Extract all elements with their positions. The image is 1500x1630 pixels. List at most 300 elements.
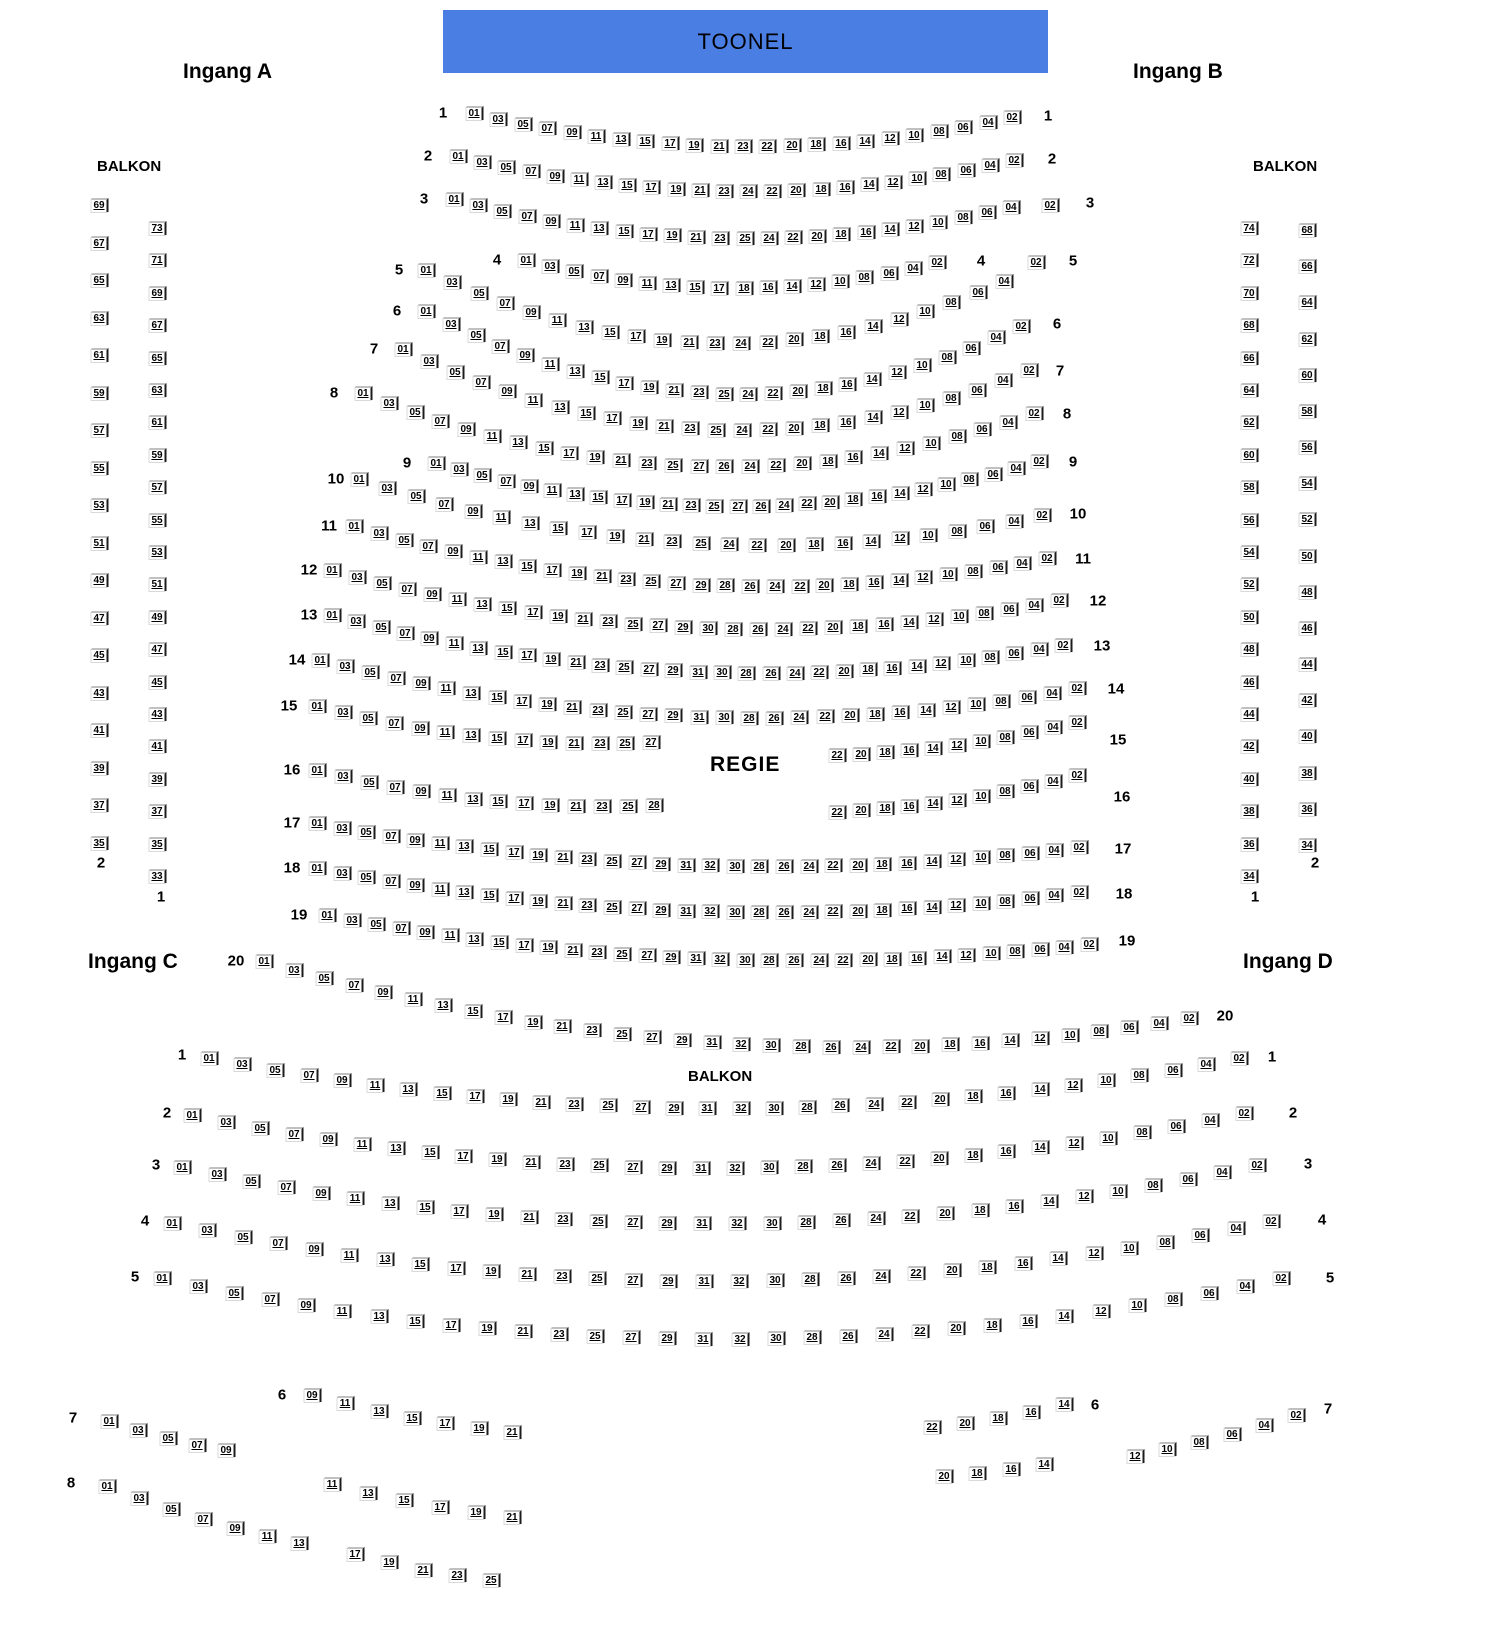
seat[interactable]: 12: [907, 219, 924, 233]
seat[interactable]: 03: [191, 1279, 208, 1293]
seat[interactable]: 27: [626, 1215, 643, 1229]
seat[interactable]: 07: [520, 209, 537, 223]
seat[interactable]: 03: [235, 1057, 252, 1071]
seat[interactable]: 12: [950, 738, 967, 752]
seat[interactable]: 14: [935, 949, 952, 963]
seat[interactable]: 25: [605, 854, 622, 868]
seat[interactable]: 53: [92, 498, 109, 512]
seat[interactable]: 18: [846, 492, 863, 506]
seat[interactable]: 13: [401, 1082, 418, 1096]
seat[interactable]: 09: [518, 348, 535, 362]
seat[interactable]: 14: [925, 900, 942, 914]
seat[interactable]: 55: [150, 513, 167, 527]
seat[interactable]: 13: [389, 1141, 406, 1155]
seat[interactable]: 22: [830, 805, 847, 819]
seat[interactable]: 11: [572, 172, 589, 186]
seat[interactable]: 26: [764, 666, 781, 680]
seat[interactable]: 08: [962, 472, 979, 486]
seat[interactable]: 20: [779, 538, 796, 552]
seat[interactable]: 09: [544, 214, 561, 228]
seat[interactable]: 02: [1072, 885, 1089, 899]
seat[interactable]: 23: [450, 1568, 467, 1582]
seat[interactable]: 18: [814, 182, 831, 196]
seat[interactable]: 03: [380, 481, 397, 495]
seat[interactable]: 18: [973, 1203, 990, 1217]
seat[interactable]: 21: [661, 497, 678, 511]
seat[interactable]: 11: [550, 313, 567, 327]
seat[interactable]: 66: [1300, 259, 1317, 273]
seat[interactable]: 09: [408, 878, 425, 892]
seat[interactable]: 26: [834, 1213, 851, 1227]
seat[interactable]: 24: [741, 387, 758, 401]
seat[interactable]: 60: [1300, 368, 1317, 382]
seat[interactable]: 31: [679, 904, 696, 918]
seat[interactable]: 09: [228, 1521, 245, 1535]
seat[interactable]: 14: [1057, 1397, 1074, 1411]
seat[interactable]: 22: [766, 386, 783, 400]
seat[interactable]: 09: [414, 784, 431, 798]
seat[interactable]: 34: [1242, 869, 1259, 883]
seat[interactable]: 09: [422, 631, 439, 645]
seat[interactable]: 16: [902, 743, 919, 757]
seat[interactable]: 17: [663, 136, 680, 150]
seat[interactable]: 27: [626, 1273, 643, 1287]
seat[interactable]: 05: [475, 468, 492, 482]
seat[interactable]: 19: [541, 940, 558, 954]
seat[interactable]: 16: [973, 1036, 990, 1050]
seat[interactable]: 06: [1225, 1427, 1242, 1441]
seat[interactable]: 28: [647, 798, 664, 812]
seat[interactable]: 02: [1014, 319, 1031, 333]
seat[interactable]: 07: [540, 121, 557, 135]
seat[interactable]: 18: [813, 418, 830, 432]
seat[interactable]: 39: [92, 761, 109, 775]
seat[interactable]: 10: [1111, 1184, 1128, 1198]
seat[interactable]: 21: [689, 230, 706, 244]
seat[interactable]: 28: [794, 1039, 811, 1053]
seat[interactable]: 50: [1242, 610, 1259, 624]
seat[interactable]: 15: [537, 441, 554, 455]
seat[interactable]: 32: [733, 1332, 750, 1346]
seat[interactable]: 15: [620, 178, 637, 192]
seat[interactable]: 11: [450, 592, 467, 606]
seat[interactable]: 11: [325, 1477, 342, 1491]
seat[interactable]: 02: [1289, 1408, 1306, 1422]
seat[interactable]: 14: [926, 796, 943, 810]
seat[interactable]: 04: [989, 330, 1006, 344]
seat[interactable]: 17: [444, 1318, 461, 1332]
seat[interactable]: 03: [132, 1491, 149, 1505]
seat[interactable]: 13: [292, 1536, 309, 1550]
seat[interactable]: 29: [661, 1274, 678, 1288]
seat[interactable]: 03: [210, 1167, 227, 1181]
seat[interactable]: 17: [507, 891, 524, 905]
seat[interactable]: 12: [892, 405, 909, 419]
seat[interactable]: 04: [1238, 1279, 1255, 1293]
seat[interactable]: 03: [422, 354, 439, 368]
seat[interactable]: 15: [423, 1145, 440, 1159]
seat[interactable]: 28: [752, 905, 769, 919]
seat[interactable]: 12: [893, 531, 910, 545]
seat[interactable]: 08: [998, 894, 1015, 908]
seat[interactable]: 13: [568, 364, 585, 378]
seat[interactable]: 04: [1046, 774, 1063, 788]
seat[interactable]: 02: [1274, 1271, 1291, 1285]
seat[interactable]: 19: [487, 1207, 504, 1221]
seat[interactable]: 20: [785, 138, 802, 152]
seat[interactable]: 20: [837, 664, 854, 678]
seat[interactable]: 14: [858, 134, 875, 148]
seat[interactable]: 03: [471, 198, 488, 212]
seat[interactable]: 31: [705, 1035, 722, 1049]
seat[interactable]: 30: [717, 710, 734, 724]
seat[interactable]: 31: [697, 1274, 714, 1288]
seat[interactable]: 11: [526, 393, 543, 407]
seat[interactable]: 08: [998, 848, 1015, 862]
seat[interactable]: 21: [416, 1563, 433, 1577]
seat[interactable]: 18: [985, 1318, 1002, 1332]
seat[interactable]: 12: [1128, 1449, 1145, 1463]
seat[interactable]: 02: [1056, 638, 1073, 652]
seat[interactable]: 12: [890, 365, 907, 379]
seat[interactable]: 28: [803, 1272, 820, 1286]
seat[interactable]: 14: [1057, 1309, 1074, 1323]
seat[interactable]: 01: [325, 563, 342, 577]
seat[interactable]: 24: [777, 498, 794, 512]
seat[interactable]: 05: [409, 489, 426, 503]
seat[interactable]: 67: [150, 318, 167, 332]
seat[interactable]: 15: [496, 645, 513, 659]
seat[interactable]: 22: [900, 1095, 917, 1109]
seat[interactable]: 18: [878, 745, 895, 759]
seat[interactable]: 08: [1092, 1024, 1109, 1038]
seat[interactable]: 22: [793, 579, 810, 593]
seat[interactable]: 35: [92, 836, 109, 850]
seat[interactable]: 04: [1001, 415, 1018, 429]
seat[interactable]: 31: [689, 951, 706, 965]
seat[interactable]: 60: [1242, 448, 1259, 462]
seat[interactable]: 23: [692, 385, 709, 399]
seat[interactable]: 03: [491, 112, 508, 126]
seat[interactable]: 11: [440, 788, 457, 802]
seat[interactable]: 12: [1094, 1304, 1111, 1318]
seat[interactable]: 08: [934, 167, 951, 181]
seat[interactable]: 40: [1300, 729, 1317, 743]
seat[interactable]: 28: [762, 953, 779, 967]
seat[interactable]: 74: [1242, 221, 1259, 235]
seat[interactable]: 07: [421, 539, 438, 553]
seat[interactable]: 02: [1264, 1214, 1281, 1228]
seat[interactable]: 01: [102, 1414, 119, 1428]
seat[interactable]: 20: [913, 1039, 930, 1053]
seat[interactable]: 04: [1257, 1418, 1274, 1432]
seat[interactable]: 07: [493, 339, 510, 353]
seat[interactable]: 11: [439, 681, 456, 695]
seat[interactable]: 68: [1242, 318, 1259, 332]
seat[interactable]: 21: [569, 799, 586, 813]
seat[interactable]: 32: [703, 858, 720, 872]
seat[interactable]: 31: [695, 1216, 712, 1230]
seat[interactable]: 05: [363, 665, 380, 679]
seat[interactable]: 44: [1300, 657, 1317, 671]
seat[interactable]: 12: [916, 482, 933, 496]
seat[interactable]: 11: [433, 836, 450, 850]
seat[interactable]: 11: [433, 882, 450, 896]
seat[interactable]: 11: [342, 1248, 359, 1262]
seat[interactable]: 05: [448, 365, 465, 379]
seat[interactable]: 16: [900, 856, 917, 870]
seat[interactable]: 06: [978, 519, 995, 533]
seat[interactable]: 17: [605, 411, 622, 425]
seat[interactable]: 08: [1146, 1178, 1163, 1192]
seat[interactable]: 25: [616, 705, 633, 719]
seat[interactable]: 01: [396, 342, 413, 356]
seat[interactable]: 09: [446, 544, 463, 558]
seat[interactable]: 18: [842, 577, 859, 591]
seat[interactable]: 19: [469, 1505, 486, 1519]
seat[interactable]: 40: [1242, 772, 1259, 786]
seat[interactable]: 12: [950, 793, 967, 807]
seat[interactable]: 24: [792, 710, 809, 724]
seat[interactable]: 25: [592, 1158, 609, 1172]
seat[interactable]: 21: [567, 736, 584, 750]
seat[interactable]: 16: [1021, 1314, 1038, 1328]
seat[interactable]: 27: [644, 735, 661, 749]
seat[interactable]: 12: [1033, 1031, 1050, 1045]
seat[interactable]: 15: [482, 842, 499, 856]
seat[interactable]: 04: [1199, 1057, 1216, 1071]
seat[interactable]: 21: [556, 850, 573, 864]
seat[interactable]: 06: [980, 205, 997, 219]
seat[interactable]: 20: [817, 578, 834, 592]
seat[interactable]: 12: [883, 131, 900, 145]
seat[interactable]: 06: [1023, 891, 1040, 905]
seat[interactable]: 04: [997, 274, 1014, 288]
seat[interactable]: 15: [491, 794, 508, 808]
seat[interactable]: 61: [92, 348, 109, 362]
seat[interactable]: 08: [932, 124, 949, 138]
seat[interactable]: 06: [1166, 1063, 1183, 1077]
seat[interactable]: 02: [1250, 1158, 1267, 1172]
seat[interactable]: 24: [762, 231, 779, 245]
seat[interactable]: 19: [551, 609, 568, 623]
seat[interactable]: 07: [190, 1438, 207, 1452]
seat[interactable]: 69: [92, 198, 109, 212]
seat[interactable]: 05: [253, 1121, 270, 1135]
seat[interactable]: 03: [475, 155, 492, 169]
seat[interactable]: 26: [743, 579, 760, 593]
seat[interactable]: 12: [959, 948, 976, 962]
seat[interactable]: 16: [839, 415, 856, 429]
seat[interactable]: 53: [150, 545, 167, 559]
seat[interactable]: 22: [909, 1266, 926, 1280]
seat[interactable]: 21: [522, 1210, 539, 1224]
seat[interactable]: 04: [1027, 598, 1044, 612]
seat[interactable]: 21: [524, 1155, 541, 1169]
seat[interactable]: 15: [466, 1004, 483, 1018]
seat[interactable]: 03: [452, 462, 469, 476]
seat[interactable]: 13: [457, 885, 474, 899]
seat[interactable]: 13: [464, 686, 481, 700]
seat[interactable]: 19: [608, 529, 625, 543]
seat[interactable]: 05: [375, 576, 392, 590]
seat[interactable]: 54: [1242, 545, 1259, 559]
seat[interactable]: 62: [1242, 415, 1259, 429]
seat[interactable]: 07: [524, 164, 541, 178]
seat[interactable]: 25: [626, 617, 643, 631]
seat[interactable]: 09: [548, 169, 565, 183]
seat[interactable]: 17: [712, 281, 729, 295]
seat[interactable]: 07: [271, 1236, 288, 1250]
seat[interactable]: 29: [654, 903, 671, 917]
seat[interactable]: 06: [1033, 942, 1050, 956]
seat[interactable]: 19: [472, 1421, 489, 1435]
seat[interactable]: 11: [568, 218, 585, 232]
seat[interactable]: 13: [436, 998, 453, 1012]
seat[interactable]: 27: [630, 855, 647, 869]
seat[interactable]: 17: [449, 1261, 466, 1275]
seat[interactable]: 15: [490, 690, 507, 704]
seat[interactable]: 24: [768, 579, 785, 593]
seat[interactable]: 02: [1035, 508, 1052, 522]
seat[interactable]: 24: [869, 1211, 886, 1225]
seat[interactable]: 12: [949, 852, 966, 866]
seat[interactable]: 18: [809, 137, 826, 151]
seat[interactable]: 25: [615, 947, 632, 961]
seat[interactable]: 22: [765, 184, 782, 198]
seat[interactable]: 03: [382, 396, 399, 410]
seat[interactable]: 08: [994, 694, 1011, 708]
seat[interactable]: 01: [310, 699, 327, 713]
seat[interactable]: 15: [435, 1086, 452, 1100]
seat[interactable]: 29: [654, 857, 671, 871]
seat[interactable]: 19: [669, 182, 686, 196]
seat[interactable]: 04: [1047, 843, 1064, 857]
seat[interactable]: 18: [834, 227, 851, 241]
seat[interactable]: 13: [464, 728, 481, 742]
seat[interactable]: 20: [791, 384, 808, 398]
seat[interactable]: 06: [956, 120, 973, 134]
seat[interactable]: 12: [1087, 1246, 1104, 1260]
seat[interactable]: 01: [310, 861, 327, 875]
seat[interactable]: 21: [667, 383, 684, 397]
seat[interactable]: 05: [161, 1431, 178, 1445]
seat[interactable]: 23: [555, 1269, 572, 1283]
seat[interactable]: 62: [1300, 332, 1317, 346]
seat[interactable]: 67: [92, 236, 109, 250]
seat[interactable]: 30: [762, 1160, 779, 1174]
seat[interactable]: 01: [165, 1216, 182, 1230]
seat[interactable]: 03: [336, 769, 353, 783]
seat[interactable]: 20: [851, 904, 868, 918]
seat[interactable]: 13: [372, 1309, 389, 1323]
seat[interactable]: 03: [335, 821, 352, 835]
seat[interactable]: 09: [459, 422, 476, 436]
seat[interactable]: 32: [732, 1274, 749, 1288]
seat[interactable]: 28: [718, 578, 735, 592]
seat[interactable]: 25: [738, 231, 755, 245]
seat[interactable]: 59: [92, 386, 109, 400]
seat[interactable]: 02: [1005, 110, 1022, 124]
seat[interactable]: 17: [644, 180, 661, 194]
seat[interactable]: 08: [1158, 1235, 1175, 1249]
seat[interactable]: 45: [92, 648, 109, 662]
seat[interactable]: 09: [616, 273, 633, 287]
seat[interactable]: 08: [1192, 1435, 1209, 1449]
seat[interactable]: 18: [970, 1466, 987, 1480]
seat[interactable]: 71: [150, 253, 167, 267]
seat[interactable]: 03: [345, 913, 362, 927]
seat[interactable]: 18: [813, 329, 830, 343]
seat[interactable]: 06: [1193, 1228, 1210, 1242]
seat[interactable]: 27: [692, 459, 709, 473]
seat[interactable]: 10: [1099, 1073, 1116, 1087]
seat[interactable]: 17: [456, 1149, 473, 1163]
seat[interactable]: 21: [657, 419, 674, 433]
seat[interactable]: 27: [640, 948, 657, 962]
seat[interactable]: 09: [565, 125, 582, 139]
seat[interactable]: 13: [466, 792, 483, 806]
seat[interactable]: 65: [92, 273, 109, 287]
seat[interactable]: 06: [1181, 1172, 1198, 1186]
seat[interactable]: 36: [1242, 837, 1259, 851]
seat[interactable]: 23: [590, 945, 607, 959]
seat[interactable]: 06: [1007, 646, 1024, 660]
seat[interactable]: 17: [438, 1416, 455, 1430]
seat[interactable]: 28: [739, 666, 756, 680]
seat[interactable]: 21: [595, 569, 612, 583]
seat[interactable]: 23: [601, 614, 618, 628]
seat[interactable]: 22: [812, 665, 829, 679]
seat[interactable]: 08: [956, 210, 973, 224]
seat[interactable]: 04: [1152, 1016, 1169, 1030]
seat[interactable]: 08: [966, 564, 983, 578]
seat[interactable]: 20: [854, 747, 871, 761]
seat[interactable]: 12: [898, 441, 915, 455]
seat[interactable]: 37: [150, 804, 167, 818]
seat[interactable]: 09: [305, 1388, 322, 1402]
seat[interactable]: 08: [1166, 1292, 1183, 1306]
seat[interactable]: 17: [617, 376, 634, 390]
seat[interactable]: 05: [374, 620, 391, 634]
seat[interactable]: 16: [885, 661, 902, 675]
seat[interactable]: 10: [918, 398, 935, 412]
seat[interactable]: 24: [874, 1269, 891, 1283]
seat[interactable]: 58: [1242, 480, 1259, 494]
seat[interactable]: 17: [452, 1204, 469, 1218]
seat[interactable]: 13: [475, 597, 492, 611]
seat[interactable]: 15: [520, 559, 537, 573]
seat[interactable]: 10: [974, 734, 991, 748]
seat[interactable]: 06: [1122, 1020, 1139, 1034]
seat[interactable]: 03: [336, 705, 353, 719]
seat[interactable]: 02: [1022, 363, 1039, 377]
seat[interactable]: 15: [490, 731, 507, 745]
seat[interactable]: 03: [200, 1223, 217, 1237]
seat[interactable]: 14: [1003, 1033, 1020, 1047]
seat[interactable]: 19: [665, 228, 682, 242]
seat[interactable]: 09: [307, 1242, 324, 1256]
seat[interactable]: 30: [765, 1216, 782, 1230]
seat[interactable]: 10: [941, 567, 958, 581]
seat[interactable]: 38: [1300, 766, 1317, 780]
seat[interactable]: 17: [562, 446, 579, 460]
seat[interactable]: 13: [577, 320, 594, 334]
seat[interactable]: 24: [802, 859, 819, 873]
seat[interactable]: 19: [631, 416, 648, 430]
seat[interactable]: 07: [394, 921, 411, 935]
seat[interactable]: 23: [684, 498, 701, 512]
